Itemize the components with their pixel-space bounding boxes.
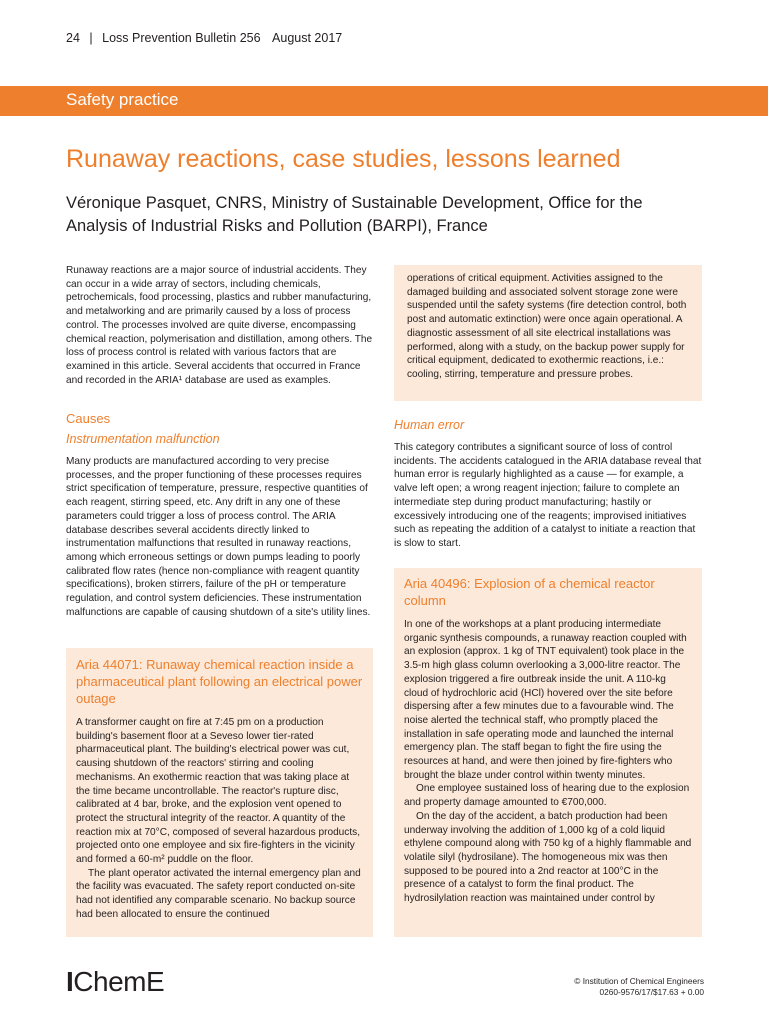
header-separator: | [89,31,93,45]
causes-heading: Causes [66,411,111,426]
article-title: Runaway reactions, case studies, lessons learned [66,145,621,173]
icheme-logo [66,966,164,998]
issn-line: 0260-9576/17/$17.63 + 0.00 [599,987,704,997]
case-box-paragraph: The plant operator activated the internal emergency plan and the facility was evacuated. The safety report conducted on-site had not identified any comparable scenario. No backup source had been allocated to ensure the continued [76,867,361,920]
case-box-title: Aria 40496: Explosion of a chemical reactor column [404,576,655,608]
intro-text: Runaway reactions are a major source of industrial accidents. They can occur in a wide array of sectors, including chemicals, petrochemicals, food processing, plastics and rubber manufacturing, and metalworking and are primarily caused by a loss of process control. The processes involved are quite diverse, encompassing chemical reaction, polymerisation and distillation, among others. The loss of process control is related with various factors that are examined in this article. Several accidents that occurred in France and recorded in the ARIA¹ database are used as examples. [66,265,373,386]
logo-wordmark: ChemE [73,966,165,997]
instrumentation-paragraph [66,455,376,619]
case-box-aria-40496 [394,568,702,937]
issue-date: August 2017 [272,31,343,45]
case-box-paragraph: A transformer caught on fire at 7:45 pm on a production building's basement floor at a Seveso lower tier-rated pharmaceutical plant. The building's electrical power was cut, causing shutdown of the reactors' stirring and cooling mechanisms. An exothermic reaction that was taking place at the time became uncontrollable. The reactor's rupture disc, calibrated at 4 bar, broke, and the explosion vent opened to protect the structural integrity of the reactor. A quantity of the reaction mix at 70°C, composed of several hazardous products, projected onto one employee and six fire-fighters in the vicinity and formed a 60-m² puddle on the floor. [76,717,361,866]
publication-name: Loss Prevention Bulletin 256 [102,31,261,45]
copyright-block [574,976,704,998]
human-error-paragraph [394,441,704,551]
intro-paragraph [66,264,376,387]
case-box-paragraph: operations of critical equipment. Activities assigned to the damaged building and associated solvent storage zone were suspended until the safety systems (fire detection control, both post and automatic extinction) were once again operational. A diagnostic assessment of all site electrical installations was performed, along with a study, on the backup power supply for critical equipment, dedicated to exothermic reactions, i.e.: cooling, stirring, temperature and pressure probes. [407,273,687,380]
case-box-title: Aria 44071: Runaway chemical reaction inside a pharmaceutical plant following an electrical power outage [76,657,363,706]
human-error-text: This category contributes a significant source of loss of control incidents. The accidents catalogued in the ARIA database reveal that human error is regularly highlighted as a cause — for example, a valve left open; a wrong reagent injection; failure to complete an intermediate step during product manufacturing; hastily or excessively introducing one of the reagents; improvised initiatives such as repeating the addition of a catalyst to initiate a reaction that is slow to start. [394,442,702,549]
section-band [0,86,768,116]
running-header [66,31,342,45]
case-box-paragraph: In one of the workshops at a plant producing intermediate organic synthesis compounds, a runaway reaction coupled with an explosion (approx. 1 kg of TNT equivalent) took place in the 3.5-m high glass column overlooking a 3,000-litre reactor. The explosion triggered a fire outbreak inside the unit. A 110-kg cloud of hydrochloric acid (HCl) hovered over the site before dispersing after a few minutes due to a favourable wind. The noise alerted the technical staff, who promptly placed the installation in safe operating mode and launched the internal emergency plan. The staff began to fight the fire using the resources at hand, and were then joined by fire-fighters who brought the blaze under control within twenty minutes. [404,619,687,781]
section-label: Safety practice [66,90,179,109]
page-number: 24 [66,31,80,45]
case-box-aria-44071-continued [394,265,702,401]
case-box-paragraph: On the day of the accident, a batch production had been underway involving the addition of 1,000 kg of a cold liquid ethylene compound along with 750 kg of a highly flammable and volatile silyl (hydrosilane). The homogeneous mix was then supposed to be poured into a 2nd reactor at 100°C in the presence of a catalyst to form the final product. The hydrosilylation reaction was maintained under control by [404,810,692,905]
instrumentation-text: Many products are manufactured according to very precise processes, and the proper functioning of these processes requires strict specification of temperature, pressure, respective quantities of each reagent, stirring speed, etc. Any drift in any one of these parameters could trigger a loss of process control. The ARIA database describes several accidents directly linked to instrumentation malfunctions that resulted in runaway reactions, among which erroneous settings or down pumps leading to poorly calibrated flow rates (hence non-compliance with reagent quantity specifications), broken stirrers, failure of the pH or temperature regulation, and control system deficiencies. These instrumentation malfunctions are capable of causing shutdown of a site's utility lines. [66,456,371,618]
case-box-aria-44071 [66,648,373,937]
author-line: Véronique Pasquet, CNRS, Ministry of Sustainable Development, Office for the Analysis of Industrial Risks and Pollution (BARPI), France [66,194,643,235]
human-error-heading: Human error [394,418,465,432]
case-box-paragraph: One employee sustained loss of hearing due to the explosion and property damage amounted to €700,000. [404,783,690,809]
logo-letter-i: I [66,966,74,997]
copyright-line: © Institution of Chemical Engineers [574,976,704,986]
instrumentation-heading: Instrumentation malfunction [66,432,220,446]
